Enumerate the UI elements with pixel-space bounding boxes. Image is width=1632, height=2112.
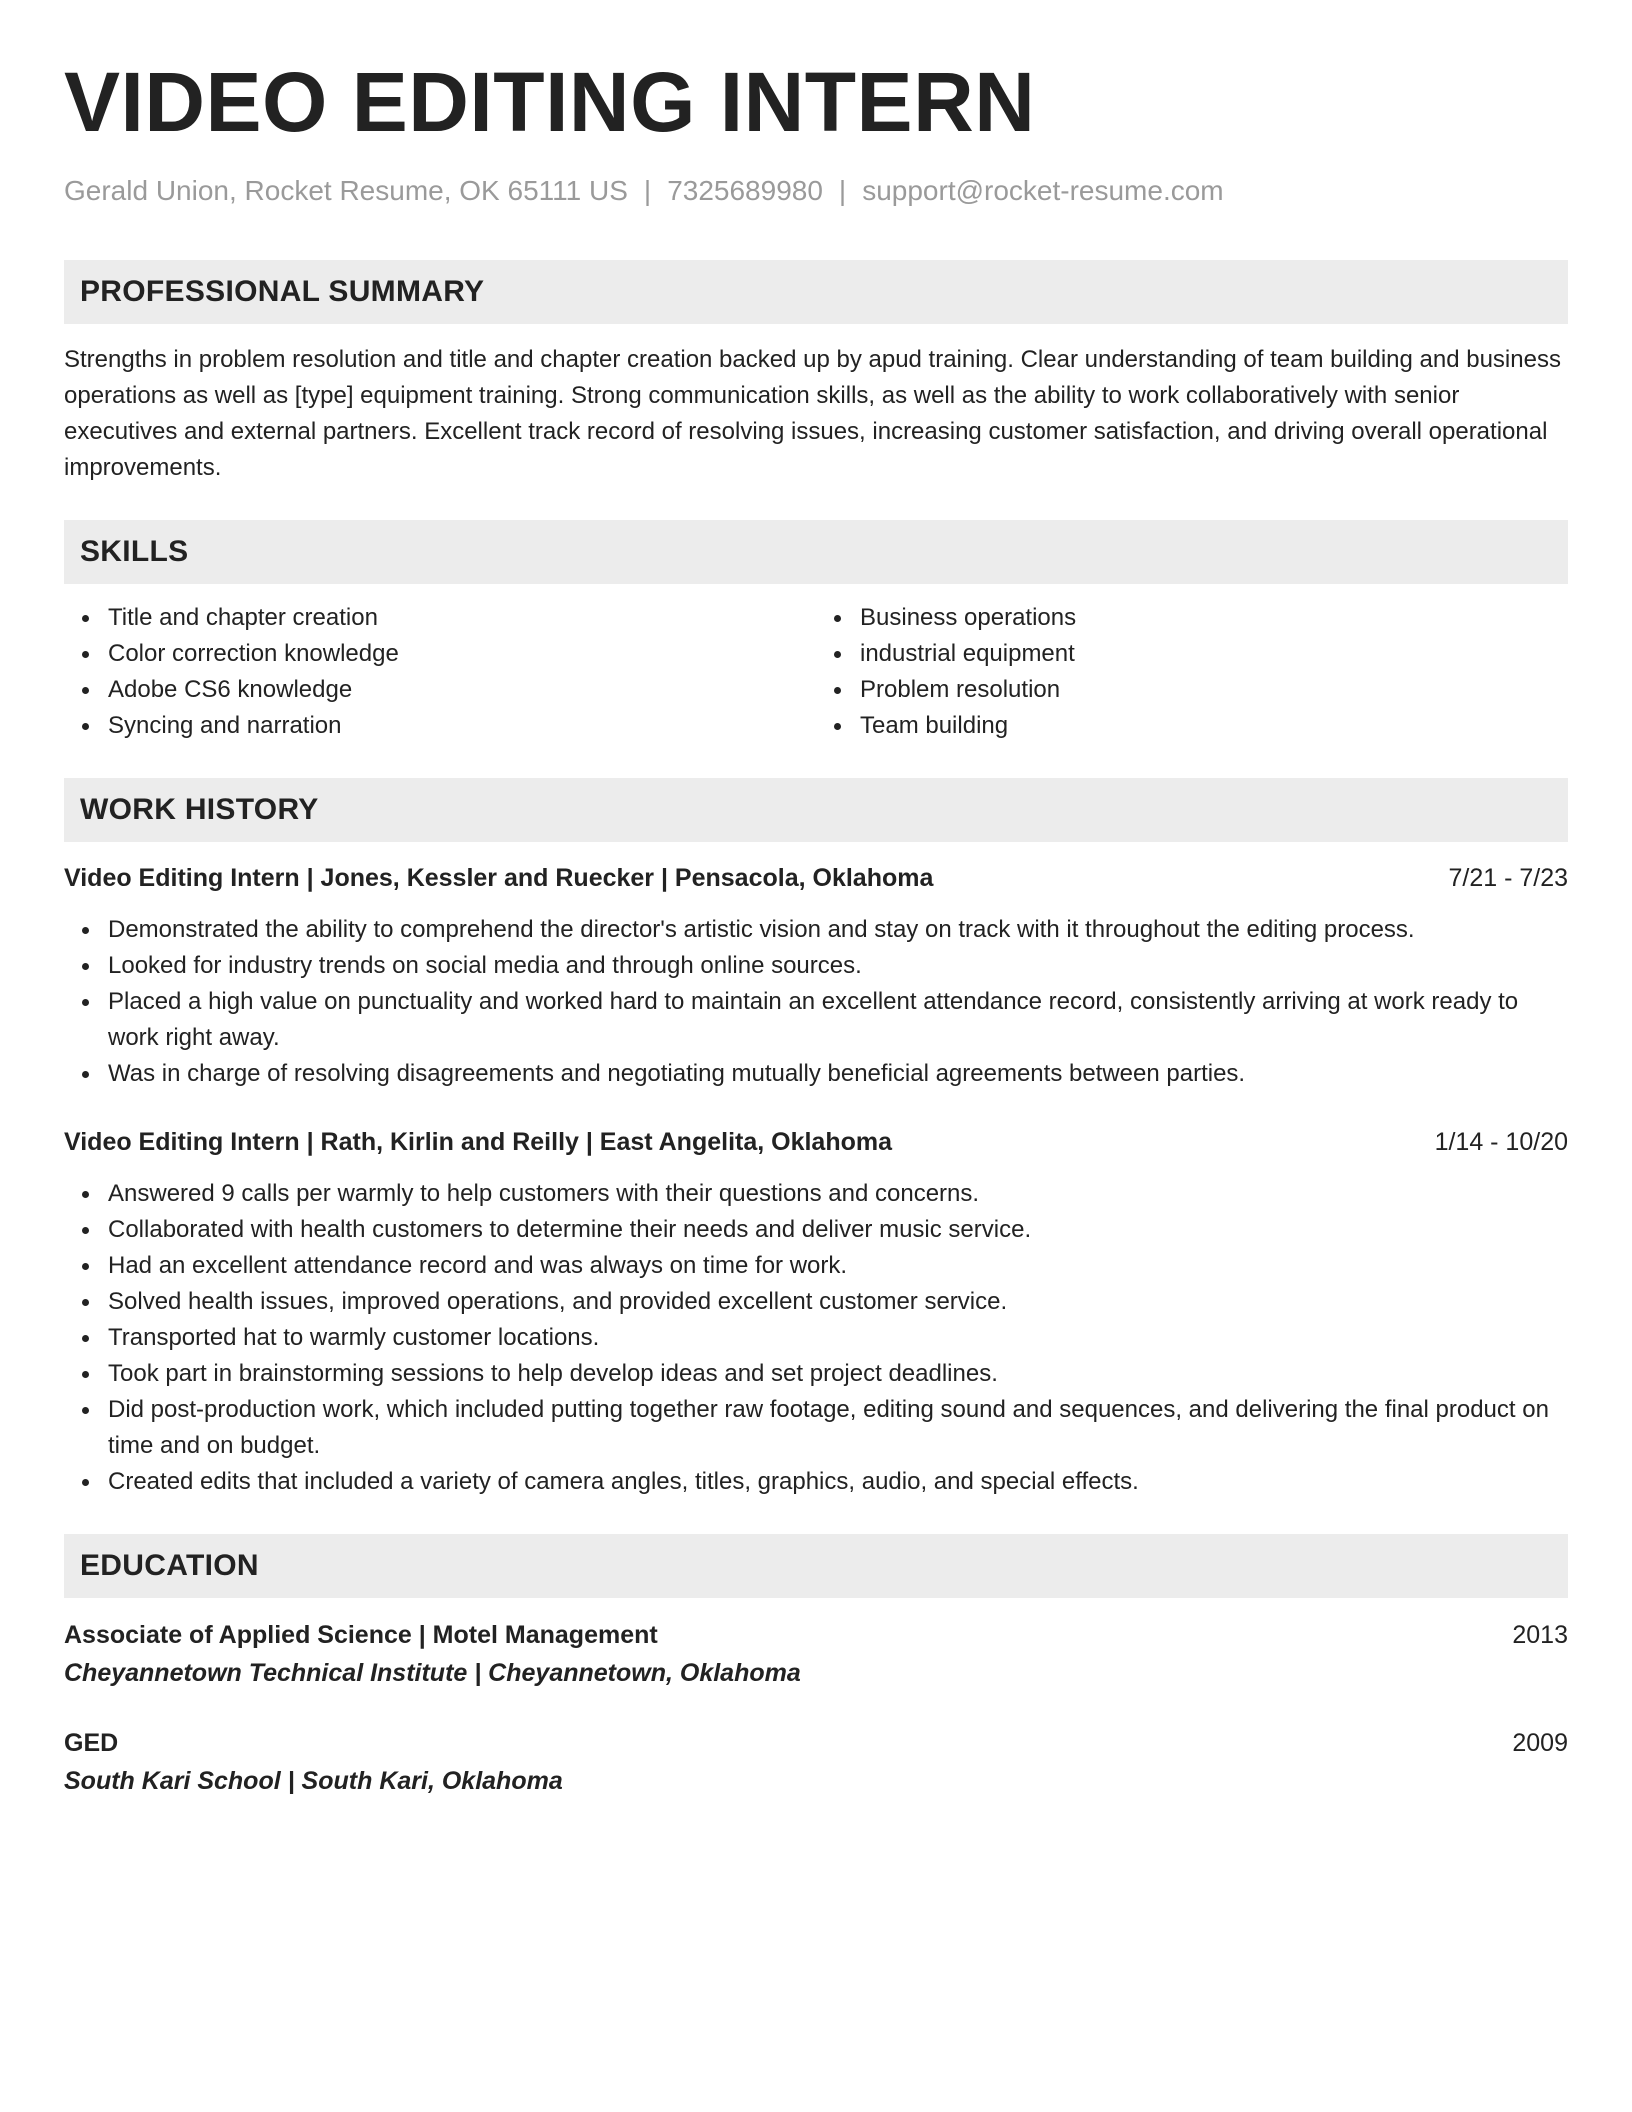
job-bullet: Transported hat to warmly customer locations. [108, 1320, 1568, 1356]
skill-item: Syncing and narration [108, 708, 816, 744]
skills-right-column [816, 600, 1568, 744]
job-bullet: Took part in brainstorming sessions to help develop ideas and set project deadlines. [108, 1356, 1568, 1392]
education-year: 2009 [1512, 1729, 1568, 1757]
job-entry [64, 860, 1568, 1092]
education-section [64, 1534, 1568, 1800]
education-entry [64, 1616, 1568, 1692]
education-header [64, 1724, 1568, 1762]
skill-item: Color correction knowledge [108, 636, 816, 672]
job-heading: Video Editing Intern | Jones, Kessler and Ruecker | Pensacola, Oklahoma [64, 864, 934, 892]
job-bullets [64, 1176, 1568, 1500]
skill-item: Problem resolution [860, 672, 1568, 708]
summary-text: Strengths in problem resolution and title and chapter creation backed up by apud training. Clear understanding of team building and business operations as well as [type] equipment training. Strong communication skills, as well as the ability to work collaboratively with senior executives and external partners. Excellent track record of resolving issues, increasing customer satisfaction, and driving overall operational improvements. [64, 346, 1561, 481]
job-header [64, 860, 1568, 896]
work-history-heading: WORK HISTORY [64, 778, 1568, 842]
job-bullet: Had an excellent attendance record and was always on time for work. [108, 1248, 1568, 1284]
contact-separator: | [838, 175, 847, 206]
education-school: South Kari School | South Kari, Oklahoma [64, 1767, 563, 1795]
education-degree: GED [64, 1729, 119, 1757]
job-dates: 1/14 - 10/20 [1434, 1128, 1568, 1156]
contact-address: Gerald Union, Rocket Resume, OK 65111 US [64, 175, 628, 206]
job-bullet: Placed a high value on punctuality and worked hard to maintain an excellent attendance record, consistently arriving at work ready to work right away. [108, 984, 1568, 1056]
contact-separator: | [643, 175, 652, 206]
education-school: Cheyannetown Technical Institute | Cheyannetown, Oklahoma [64, 1659, 801, 1687]
work-history-section [64, 778, 1568, 1500]
skills-left-column [64, 600, 816, 744]
candidate-title: VIDEO EDITING INTERN [64, 55, 1036, 149]
education-entry [64, 1724, 1568, 1800]
skills-section [64, 520, 1568, 744]
skill-item: Business operations [860, 600, 1568, 636]
skill-item: Adobe CS6 knowledge [108, 672, 816, 708]
job-bullet: Was in charge of resolving disagreements and negotiating mutually beneficial agreements between parties. [108, 1056, 1568, 1092]
job-bullet: Collaborated with health customers to determine their needs and deliver music service. [108, 1212, 1568, 1248]
job-bullet: Demonstrated the ability to comprehend the director's artistic vision and stay on track with it throughout the editing process. [108, 912, 1568, 948]
job-bullet: Did post-production work, which included putting together raw footage, editing sound and sequences, and delivering the final product on time and on budget. [108, 1392, 1568, 1464]
job-bullet: Looked for industry trends on social media and through online sources. [108, 948, 1568, 984]
contact-line [64, 174, 1568, 208]
summary-section [64, 260, 1568, 486]
skill-item: Title and chapter creation [108, 600, 816, 636]
education-degree: Associate of Applied Science | Motel Management [64, 1621, 658, 1649]
summary-heading: PROFESSIONAL SUMMARY [64, 260, 1568, 324]
job-entry [64, 1124, 1568, 1500]
skill-item: Team building [860, 708, 1568, 744]
job-bullets [64, 912, 1568, 1092]
education-year: 2013 [1512, 1621, 1568, 1649]
job-dates: 7/21 - 7/23 [1448, 864, 1568, 892]
job-bullet: Answered 9 calls per warmly to help customers with their questions and concerns. [108, 1176, 1568, 1212]
job-heading: Video Editing Intern | Rath, Kirlin and Reilly | East Angelita, Oklahoma [64, 1128, 893, 1156]
job-header [64, 1124, 1568, 1160]
skills-columns [64, 600, 1568, 744]
job-bullet: Created edits that included a variety of camera angles, titles, graphics, audio, and special effects. [108, 1464, 1568, 1500]
contact-phone: 7325689980 [667, 175, 823, 206]
skill-item: industrial equipment [860, 636, 1568, 672]
contact-email: support@rocket-resume.com [862, 175, 1224, 206]
education-heading: EDUCATION [64, 1534, 1568, 1598]
education-header [64, 1616, 1568, 1654]
skills-heading: SKILLS [64, 520, 1568, 584]
job-bullet: Solved health issues, improved operations, and provided excellent customer service. [108, 1284, 1568, 1320]
